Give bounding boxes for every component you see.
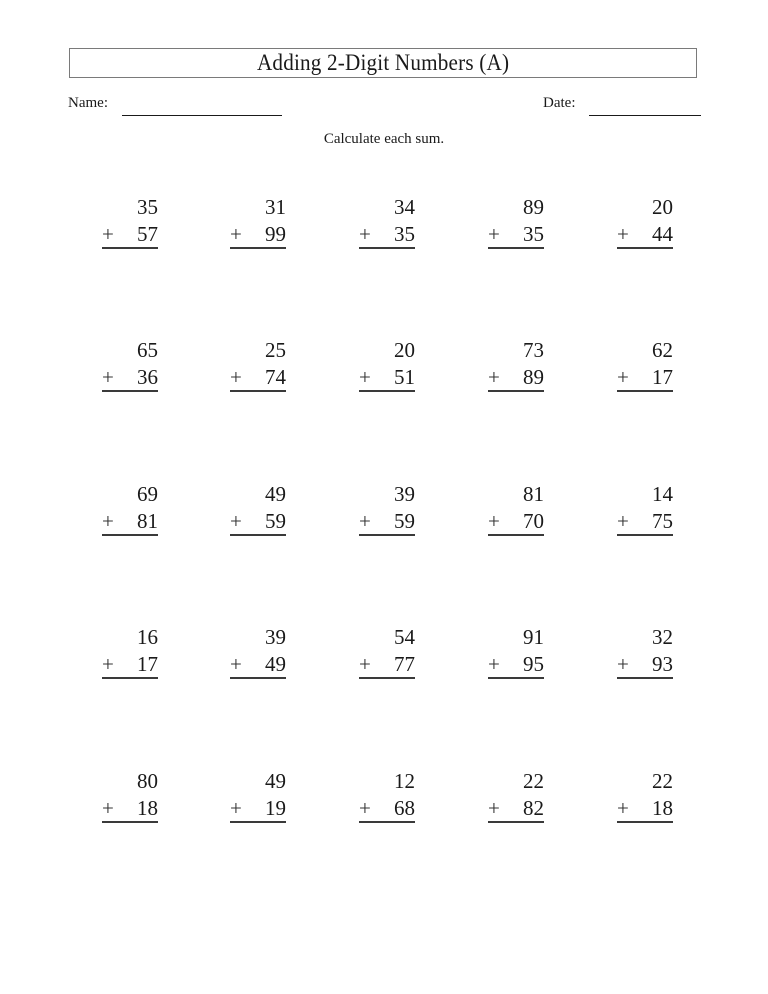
- second-addend: 18: [652, 796, 673, 820]
- sum-line: [617, 534, 673, 536]
- first-addend: 69: [137, 482, 158, 506]
- worksheet-title-box: [69, 48, 697, 78]
- second-addend-row: [102, 221, 158, 247]
- addition-problem[interactable]: [230, 624, 286, 680]
- second-addend: 81: [137, 509, 158, 533]
- first-addend: 12: [394, 769, 415, 793]
- plus-sign-icon: +: [230, 222, 242, 246]
- second-addend-row: [102, 508, 158, 534]
- plus-sign-icon: +: [488, 796, 500, 820]
- second-addend: 74: [265, 365, 286, 389]
- first-addend: 81: [523, 482, 544, 506]
- plus-sign-icon: +: [617, 222, 629, 246]
- name-date-row: [68, 93, 702, 117]
- second-addend-row: [617, 508, 673, 534]
- first-addend: 39: [265, 625, 286, 649]
- addition-problem[interactable]: [230, 481, 286, 537]
- addition-problem[interactable]: [488, 194, 544, 250]
- sum-line: [230, 821, 286, 823]
- second-addend: 59: [394, 509, 415, 533]
- first-addend: 39: [394, 482, 415, 506]
- sum-line: [617, 247, 673, 249]
- sum-line: [359, 677, 415, 679]
- plus-sign-icon: +: [617, 509, 629, 533]
- sum-line: [230, 677, 286, 679]
- second-addend: 99: [265, 222, 286, 246]
- second-addend-row: [230, 221, 286, 247]
- plus-sign-icon: +: [359, 796, 371, 820]
- sum-line: [102, 677, 158, 679]
- plus-sign-icon: +: [617, 365, 629, 389]
- second-addend: 93: [652, 652, 673, 676]
- second-addend: 18: [137, 796, 158, 820]
- second-addend-row: [488, 221, 544, 247]
- addition-problem[interactable]: [488, 768, 544, 824]
- first-addend: 49: [265, 769, 286, 793]
- first-addend: 14: [652, 482, 673, 506]
- second-addend-row: [102, 795, 158, 821]
- addition-problem[interactable]: [230, 194, 286, 250]
- addition-problem[interactable]: [617, 481, 673, 537]
- addition-problem[interactable]: [617, 337, 673, 393]
- second-addend-row: [617, 364, 673, 390]
- sum-line: [102, 247, 158, 249]
- sum-line: [359, 821, 415, 823]
- second-addend-row: [488, 651, 544, 677]
- second-addend: 49: [265, 652, 286, 676]
- addition-problem[interactable]: [102, 624, 158, 680]
- first-addend: 20: [652, 195, 673, 219]
- first-addend: 22: [652, 769, 673, 793]
- second-addend: 75: [652, 509, 673, 533]
- second-addend-row: [359, 221, 415, 247]
- addition-problem[interactable]: [359, 624, 415, 680]
- second-addend-row: [230, 364, 286, 390]
- first-addend: 80: [137, 769, 158, 793]
- plus-sign-icon: +: [230, 509, 242, 533]
- second-addend-row: [359, 364, 415, 390]
- second-addend: 89: [523, 365, 544, 389]
- second-addend-row: [359, 651, 415, 677]
- second-addend-row: [488, 795, 544, 821]
- plus-sign-icon: +: [617, 652, 629, 676]
- plus-sign-icon: +: [488, 509, 500, 533]
- second-addend: 57: [137, 222, 158, 246]
- addition-problem[interactable]: [230, 768, 286, 824]
- first-addend: 22: [523, 769, 544, 793]
- second-addend-row: [102, 651, 158, 677]
- plus-sign-icon: +: [230, 652, 242, 676]
- plus-sign-icon: +: [102, 652, 114, 676]
- second-addend-row: [359, 795, 415, 821]
- plus-sign-icon: +: [359, 365, 371, 389]
- sum-line: [359, 247, 415, 249]
- first-addend: 62: [652, 338, 673, 362]
- sum-line: [488, 821, 544, 823]
- first-addend: 16: [137, 625, 158, 649]
- addition-problem[interactable]: [230, 337, 286, 393]
- sum-line: [102, 390, 158, 392]
- second-addend-row: [102, 364, 158, 390]
- sum-line: [230, 534, 286, 536]
- second-addend: 17: [137, 652, 158, 676]
- sum-line: [359, 390, 415, 392]
- first-addend: 91: [523, 625, 544, 649]
- first-addend: 31: [265, 195, 286, 219]
- worksheet-title: Adding 2-Digit Numbers (A): [256, 50, 510, 75]
- plus-sign-icon: +: [488, 222, 500, 246]
- second-addend-row: [359, 508, 415, 534]
- second-addend: 19: [265, 796, 286, 820]
- addition-problem[interactable]: [359, 481, 415, 537]
- date-label: Date:: [543, 95, 576, 111]
- plus-sign-icon: +: [488, 365, 500, 389]
- addition-problem[interactable]: [488, 624, 544, 680]
- plus-sign-icon: +: [102, 509, 114, 533]
- second-addend: 70: [523, 509, 544, 533]
- name-field-line[interactable]: [122, 115, 282, 116]
- plus-sign-icon: +: [230, 365, 242, 389]
- second-addend: 35: [394, 222, 415, 246]
- first-addend: 49: [265, 482, 286, 506]
- second-addend-row: [230, 508, 286, 534]
- sum-line: [488, 534, 544, 536]
- second-addend: 44: [652, 222, 673, 246]
- first-addend: 89: [523, 195, 544, 219]
- first-addend: 32: [652, 625, 673, 649]
- sum-line: [617, 390, 673, 392]
- second-addend: 35: [523, 222, 544, 246]
- name-label: Name:: [68, 95, 108, 111]
- addition-problem[interactable]: [617, 194, 673, 250]
- first-addend: 25: [265, 338, 286, 362]
- addition-problem[interactable]: [102, 481, 158, 537]
- sum-line: [230, 390, 286, 392]
- date-field-line[interactable]: [589, 115, 701, 116]
- second-addend: 36: [137, 365, 158, 389]
- first-addend: 54: [394, 625, 415, 649]
- second-addend-row: [230, 795, 286, 821]
- plus-sign-icon: +: [617, 796, 629, 820]
- second-addend-row: [488, 364, 544, 390]
- plus-sign-icon: +: [230, 796, 242, 820]
- plus-sign-icon: +: [359, 652, 371, 676]
- second-addend: 59: [265, 509, 286, 533]
- sum-line: [102, 534, 158, 536]
- first-addend: 65: [137, 338, 158, 362]
- plus-sign-icon: +: [359, 222, 371, 246]
- addition-problem[interactable]: [359, 768, 415, 824]
- sum-line: [230, 247, 286, 249]
- sum-line: [102, 821, 158, 823]
- second-addend: 77: [394, 652, 415, 676]
- second-addend: 17: [652, 365, 673, 389]
- second-addend-row: [230, 651, 286, 677]
- sum-line: [359, 534, 415, 536]
- second-addend: 82: [523, 796, 544, 820]
- sum-line: [617, 677, 673, 679]
- plus-sign-icon: +: [102, 365, 114, 389]
- plus-sign-icon: +: [102, 796, 114, 820]
- sum-line: [488, 390, 544, 392]
- sum-line: [488, 677, 544, 679]
- second-addend-row: [488, 508, 544, 534]
- plus-sign-icon: +: [102, 222, 114, 246]
- addition-problem[interactable]: [102, 337, 158, 393]
- second-addend: 95: [523, 652, 544, 676]
- first-addend: 20: [394, 338, 415, 362]
- second-addend-row: [617, 651, 673, 677]
- second-addend-row: [617, 795, 673, 821]
- first-addend: 73: [523, 338, 544, 362]
- plus-sign-icon: +: [488, 652, 500, 676]
- addition-problem[interactable]: [617, 624, 673, 680]
- addition-problem[interactable]: [359, 337, 415, 393]
- addition-problem[interactable]: [488, 337, 544, 393]
- sum-line: [617, 821, 673, 823]
- second-addend: 51: [394, 365, 415, 389]
- addition-problem[interactable]: [102, 194, 158, 250]
- second-addend-row: [617, 221, 673, 247]
- addition-problem[interactable]: [488, 481, 544, 537]
- first-addend: 35: [137, 195, 158, 219]
- instructions: Calculate each sum.: [323, 131, 445, 147]
- addition-problem[interactable]: [359, 194, 415, 250]
- addition-problem[interactable]: [102, 768, 158, 824]
- plus-sign-icon: +: [359, 509, 371, 533]
- sum-line: [488, 247, 544, 249]
- first-addend: 34: [394, 195, 415, 219]
- second-addend: 68: [394, 796, 415, 820]
- addition-problem[interactable]: [617, 768, 673, 824]
